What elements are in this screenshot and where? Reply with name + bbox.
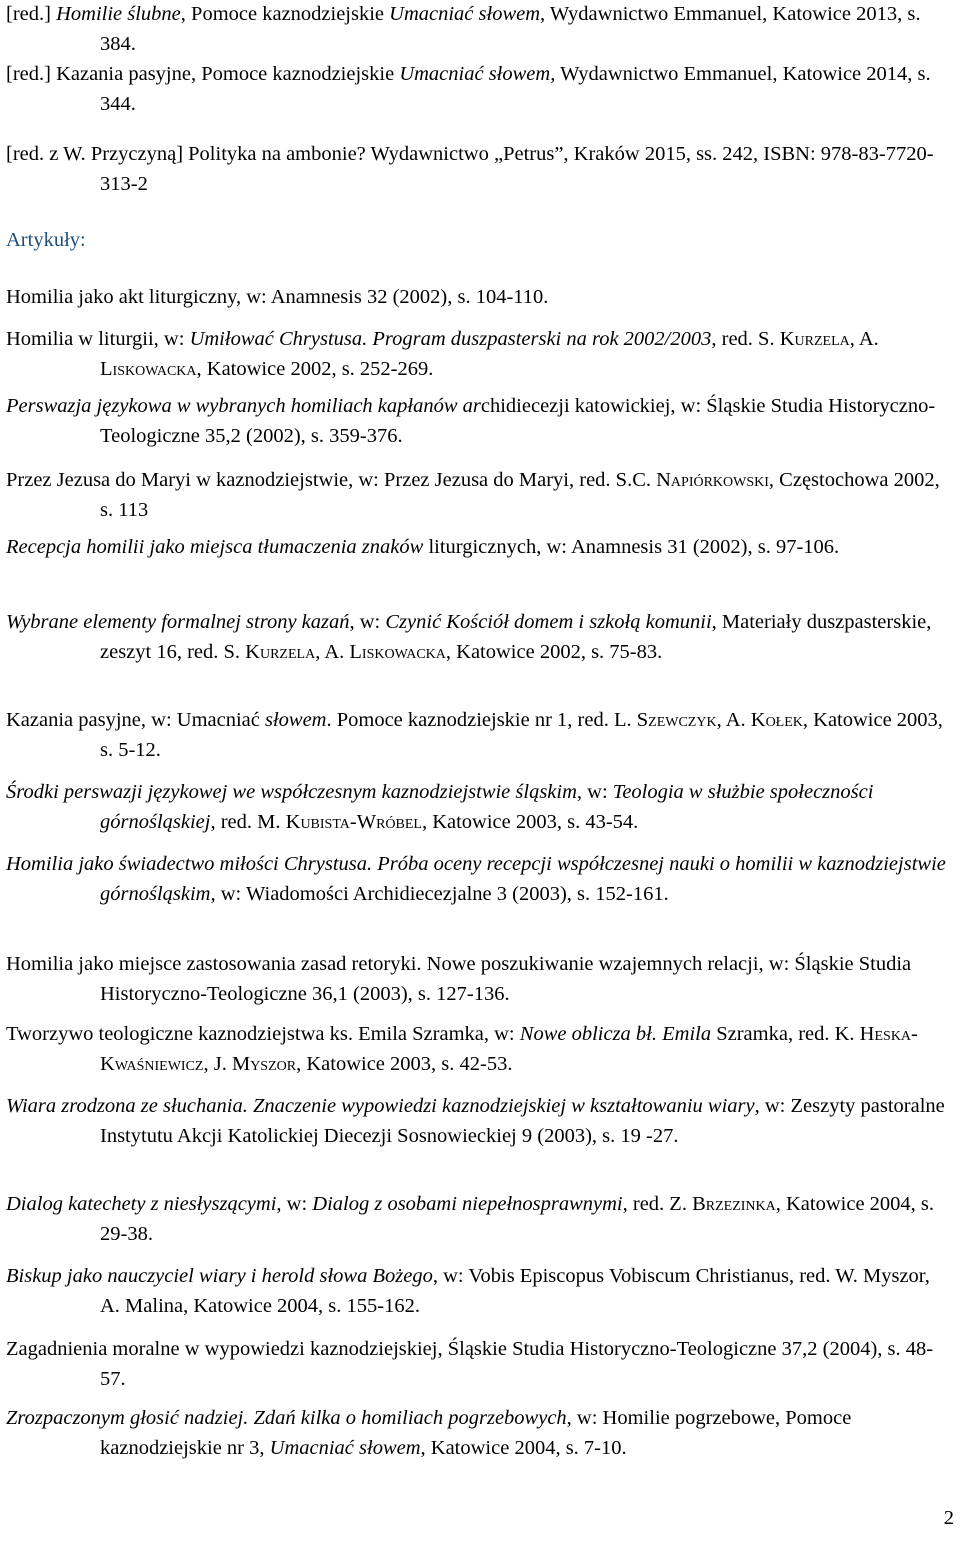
article-entry-text: , A. L bbox=[315, 640, 362, 663]
article-entry bbox=[6, 1190, 950, 1249]
article-entry-text: Czynić Kościół domem i szkołą komunii bbox=[385, 611, 712, 633]
article-entry-text: , w: Homilie pogrzebowe, Pomoce kaznodziejskie nr 3, bbox=[100, 1407, 852, 1459]
article-entry-text: Dialog z osobami niepełnosprawnymi bbox=[312, 1193, 623, 1215]
article-entry bbox=[6, 950, 950, 1009]
article-entry-text: -W bbox=[349, 810, 377, 833]
article-entry bbox=[6, 1335, 950, 1394]
article-entry-text: Homilia jako świadectwo miłości Chrystusa. Próba oceny recepcji współczesnej nauki o homilii w kaznodziejstwie górnośląskim bbox=[6, 853, 946, 905]
article-entry-text: Homilia jako akt liturgiczny, w: Anamnesis 32 (2002), s. 104-110. bbox=[6, 286, 549, 308]
article-entry-text: Dialog katechety z niesłyszącymi bbox=[6, 1193, 277, 1215]
article-entry-text: , Katowice 2003, s. 5-12. bbox=[100, 709, 943, 761]
article-entry-text: róbel bbox=[376, 810, 422, 833]
article-entry-text: Szramka, red. K. H bbox=[711, 1023, 875, 1045]
article-entry-text: ubista bbox=[300, 810, 350, 833]
article-entry-text: Homilia jako miejsce zastosowania zasad retoryki. Nowe poszukiwanie wzajemnych relacji, w: Śląskie Studia Historyczno-Teologiczne 36,1 (2003), s. 127-136. bbox=[6, 953, 912, 1005]
article-entry-text: Homilia w liturgii, w: bbox=[6, 328, 190, 350]
article-entry bbox=[6, 466, 950, 525]
article-entry-text: , w: Zeszyty pastoralne Instytutu Akcji Katolickiej Diecezji Sosnowieckiej 9 (2003), s. 19 -27. bbox=[100, 1095, 945, 1147]
page-number: 2 bbox=[943, 1507, 954, 1529]
article-entry-text: urzela bbox=[259, 640, 316, 663]
article-entry-text: , Katowice 2002, s. 252-269. bbox=[196, 357, 434, 380]
article-entry bbox=[6, 706, 950, 765]
article-entry-text: urzela bbox=[794, 328, 850, 350]
article-entry bbox=[6, 392, 950, 451]
article-entry-text: Wybrane elementy formalnej strony kazań bbox=[6, 611, 350, 633]
article-entry-text: , Katowice 2003, s. 42-53. bbox=[296, 1052, 513, 1075]
article-entry-text: iskowacka bbox=[112, 357, 197, 380]
article-entry bbox=[6, 533, 950, 563]
book-entry-text: Umacniać słowem bbox=[399, 63, 551, 85]
article-entry-text: , Katowice 2004, s. 7-10. bbox=[420, 1436, 627, 1459]
article-entry-text: , red. Z. B bbox=[622, 1193, 706, 1215]
article-entry-text: , Katowice 2002, s. 75-83. bbox=[445, 640, 663, 663]
article-entry-text: waśniewicz bbox=[114, 1052, 204, 1075]
article-entry-text: iskowacka bbox=[361, 640, 446, 663]
article-entry bbox=[6, 283, 950, 313]
article-entry-text: Umacniać słowem bbox=[269, 1436, 421, 1459]
book-entry-text: , Pomoce kaznodziejskie bbox=[180, 3, 390, 25]
article-entry-text: słowem bbox=[264, 709, 327, 731]
article-entry bbox=[6, 1020, 950, 1079]
article-entry-text: , Katowice 2003, s. 43-54. bbox=[421, 810, 639, 833]
article-entry bbox=[6, 608, 950, 667]
article-entry-text: -K bbox=[100, 1023, 918, 1075]
article-entry-text: Nowe oblicza bł. Emila bbox=[519, 1023, 712, 1045]
article-entry-text: ołek bbox=[765, 709, 803, 731]
article-entry-text: Kazania pasyjne, w: Umacniać bbox=[6, 709, 265, 731]
article-entry-text: eska bbox=[874, 1023, 912, 1045]
article-entry-text: Przez Jezusa do Maryi w kaznodziejstwie, w: Przez Jezusa do Maryi, red. S.C. N bbox=[6, 469, 671, 491]
book-entry-text: Umacniać słowem bbox=[389, 3, 541, 25]
article-entry-text: , Materiały duszpasterskie, zeszyt 16, red. S. K bbox=[100, 611, 932, 663]
article-entry bbox=[6, 850, 950, 909]
article-entry-text: , w: bbox=[576, 781, 613, 803]
book-entry-text: , Wydawnictwo Emmanuel, Katowice 2013, s. 384. bbox=[100, 3, 921, 55]
article-entry-text: , red. S. K bbox=[711, 328, 795, 350]
article-entry-text: liturgicznych, w: Anamnesis 31 (2002), s. 97-106. bbox=[423, 536, 840, 558]
article-entry bbox=[6, 1404, 950, 1463]
book-entry-text: Homilie ślubne bbox=[56, 3, 181, 25]
book-entry-text: [red. z W. Przyczyną] Polityka na ambonie? Wydawnictwo „Petrus”, Kraków 2015, ss. 242, ISBN: 978-83-7720-313-2 bbox=[6, 143, 934, 195]
book-entry bbox=[6, 140, 950, 199]
article-entry-text: , w: Vobis Episcopus Vobiscum Christianus, red. W. Myszor, A. Malina, Katowice 2004, s. 155-162. bbox=[100, 1265, 930, 1317]
article-entry-text: Wiara zrodzona ze słuchania. Znaczenie wypowiedzi kaznodziejskiej w kształtowaniu wiary bbox=[6, 1095, 755, 1117]
article-entry-text: , w: bbox=[349, 611, 386, 633]
book-entry bbox=[6, 0, 950, 59]
article-entry-text: Środki perswazji językowej we współczesnym kaznodziejstwie śląskim bbox=[6, 781, 577, 803]
article-entry-text: , red. M. K bbox=[210, 810, 301, 833]
article-entry bbox=[6, 325, 950, 384]
article-entry-text: Zrozpaczonym głosić nadziej. Zdań kilka o homiliach pogrzebowych bbox=[6, 1407, 567, 1429]
article-entry bbox=[6, 1262, 950, 1321]
article-entry-text: Tworzywo teologiczne kaznodziejstwa ks. Emila Szramka, w: bbox=[6, 1023, 520, 1045]
book-entry-text: [red.] Kazania pasyjne, Pomoce kaznodziejskie bbox=[6, 63, 400, 85]
article-entry-text: Recepcja homilii jako miejsca tłumaczenia znaków bbox=[6, 536, 424, 558]
article-entry-text: , w: bbox=[276, 1193, 313, 1215]
article-entry-text: , J. M bbox=[203, 1052, 251, 1075]
section-heading-articles: Artykuły: bbox=[6, 229, 86, 251]
article-entry-text: Zagadnienia moralne w wypowiedzi kaznodziejskiej, Śląskie Studia Historyczno-Teologiczne 37,2 (2004), s. 48-57. bbox=[6, 1338, 934, 1390]
article-entry-text: Perswazja językowa w wybranych homiliach kapłanów ar bbox=[6, 395, 481, 417]
book-entry-text: , Wydawnictwo Emmanuel, Katowice 2014, s. 344. bbox=[100, 63, 931, 115]
article-entry-text: Biskup jako nauczyciel wiary i herold słowa Bożego bbox=[6, 1265, 433, 1287]
article-entry-text: Umiłować Chrystusa. Program duszpasterski na rok 2002/2003 bbox=[189, 328, 712, 350]
article-entry-text: chidiecezji katowickiej, w: Śląskie Studia Historyczno-Teologiczne 35,2 (2002), s. 359-376. bbox=[100, 395, 936, 447]
article-entry-text: . Pomoce kaznodziejskie nr 1, red. L. S bbox=[326, 709, 649, 731]
article-entry bbox=[6, 778, 950, 837]
article-entry-text: apiórkowski bbox=[670, 469, 769, 491]
article-entry-text: , A. L bbox=[100, 328, 879, 380]
article-entry-text: zewczyk bbox=[648, 709, 717, 731]
article-entry-text: rzezinka bbox=[705, 1193, 776, 1215]
book-entry bbox=[6, 60, 950, 119]
book-entry-text: [red.] bbox=[6, 3, 57, 25]
article-entry-text: , w: Wiadomości Archidiecezjalne 3 (2003), s. 152-161. bbox=[210, 882, 669, 905]
article-entry-text: Teologia w służbie społeczności górnośląskiej bbox=[100, 781, 874, 833]
article-entry-text: , Częstochowa 2002, s. 113 bbox=[100, 469, 940, 521]
article-entry-text: yszor bbox=[250, 1052, 297, 1075]
article-entry bbox=[6, 1092, 950, 1151]
article-entry-text: , A. K bbox=[716, 709, 766, 731]
article-entry-text: , Katowice 2004, s. 29-38. bbox=[100, 1193, 935, 1245]
